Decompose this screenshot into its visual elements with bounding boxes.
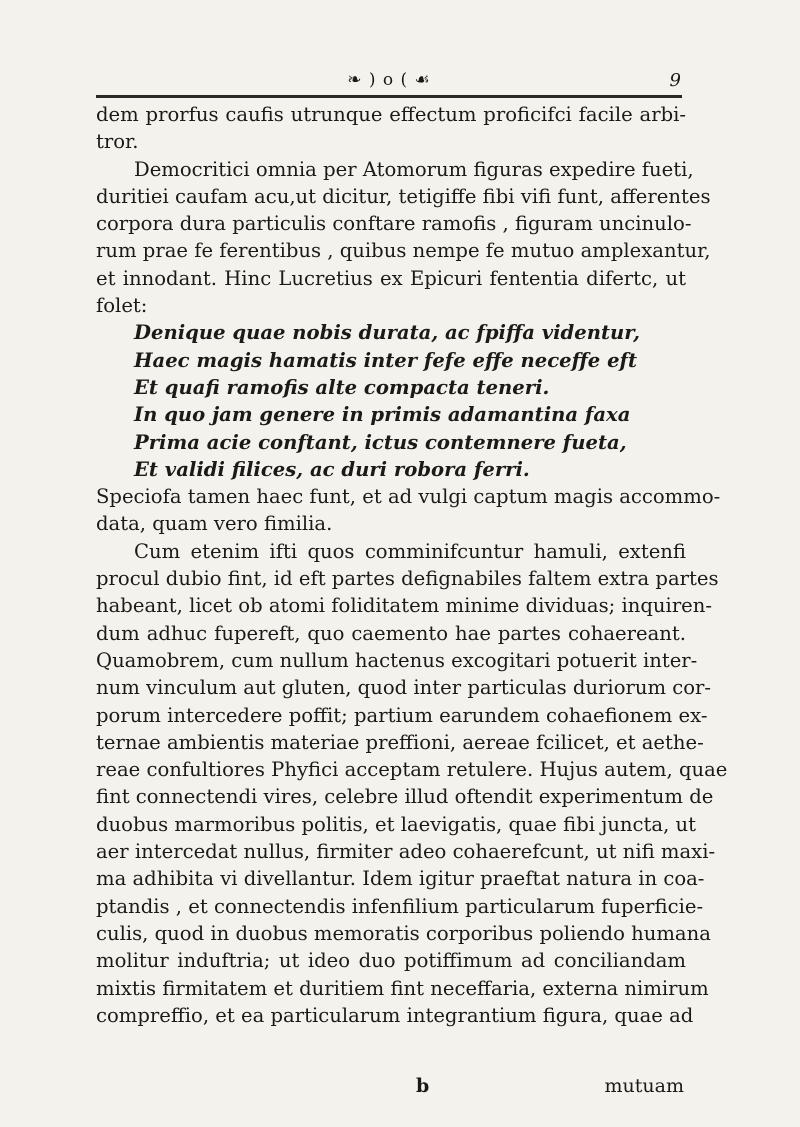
signature-mark: b (416, 1075, 430, 1097)
text-line: mixtis firmitatem et duritiem fint neceffaria, externa nimirum (96, 976, 709, 1000)
text-line: rum prae fe ferentibus , quibus nempe fe mutuo amplexantur, (96, 239, 711, 263)
text-line: porum intercedere poffit; partium earundem cohaefionem ex- (96, 703, 708, 727)
verse-line: Haec magis hamatis inter fefe effe neceffe eft (134, 348, 638, 372)
text-line: ptandis , et connectendis infenfilium particularum fuperficie- (96, 894, 704, 918)
text-line: culis, quod in duobus memoratis corporibus poliendo humana (96, 921, 711, 945)
verse-line: Et validi filices, ac duri robora ferri. (134, 457, 530, 481)
text-line: ma adhibita vi divellantur. Idem igitur praeftat natura in coa- (96, 867, 705, 891)
text-line: num vinculum aut gluten, quod inter particulas duriorum cor- (96, 676, 712, 700)
text-line: duobus marmoribus politis, et laevigatis, quae fibi juncta, ut (96, 812, 697, 836)
header-rule (96, 95, 682, 98)
page-number: 9 (669, 70, 682, 91)
text-line: compreffio, et ea particularum integrantium figura, quae ad (96, 1003, 694, 1027)
verse-line: Denique quae nobis durata, ac fpiffa videntur, (134, 321, 640, 345)
text-line: duritiei caufam acu,ut dicitur, tetigiffe fibi vifi funt, afferentes (96, 184, 711, 208)
catchword: mutuam (604, 1075, 684, 1097)
verse-line: Et quafi ramofis alte compacta teneri. (134, 375, 550, 399)
text-line: Speciofa tamen haec funt, et ad vulgi captum magis accommo- (96, 485, 721, 509)
text-line: data, quam vero fimilia. (96, 512, 333, 536)
text-line: folet: (96, 294, 148, 318)
text-line: reae confultiores Phyfici acceptam retulere. Hujus autem, quae (96, 758, 728, 782)
text-line: ternae ambientis materiae preffioni, aereae fcilicet, et aethe- (96, 730, 704, 754)
text-line: aer intercedat nullus, firmiter adeo cohaerefcunt, ut nifi maxi- (96, 840, 716, 864)
verse-line: Prima acie conftant, ictus contemnere fueta, (134, 430, 627, 454)
text-line: habeant, licet ob atomi foliditatem minime dividuas; inquiren- (96, 594, 713, 618)
running-head (96, 70, 682, 96)
text-line: procul dubio fint, id eft partes defignabiles faltem extra partes (96, 567, 719, 591)
text-line: Quamobrem, cum nullum hactenus excogitari potuerit inter- (96, 648, 698, 672)
text-line: Democritici omnia per Atomorum figuras expedire fueti, (134, 157, 694, 181)
text-line: Cum etenim ifti quos comminifcuntur hamuli, extenfi (134, 539, 686, 563)
text-line: tror. (96, 130, 139, 154)
text-line: molitur induftria; ut ideo duo potiffimum ad conciliandam (96, 949, 686, 973)
verse-line: In quo jam genere in primis adamantina faxa (134, 403, 631, 427)
text-line: corpora dura particulis conftare ramofis , figuram uncinulo- (96, 212, 692, 236)
text-line: dum adhuc fupereft, quo caemento hae partes cohaereant. (96, 621, 686, 645)
text-line: et innodant. Hinc Lucretius ex Epicuri fententia difertc, ut (96, 266, 686, 290)
text-line: dem prorfus caufis utrunque effectum proficifci facile arbi- (96, 103, 686, 126)
text-line: fint connectendi vires, celebre illud oftendit experimentum de (96, 785, 714, 809)
running-head-ornament: ❧ ) o ( ☙ (347, 70, 431, 90)
body-text (96, 101, 728, 1029)
